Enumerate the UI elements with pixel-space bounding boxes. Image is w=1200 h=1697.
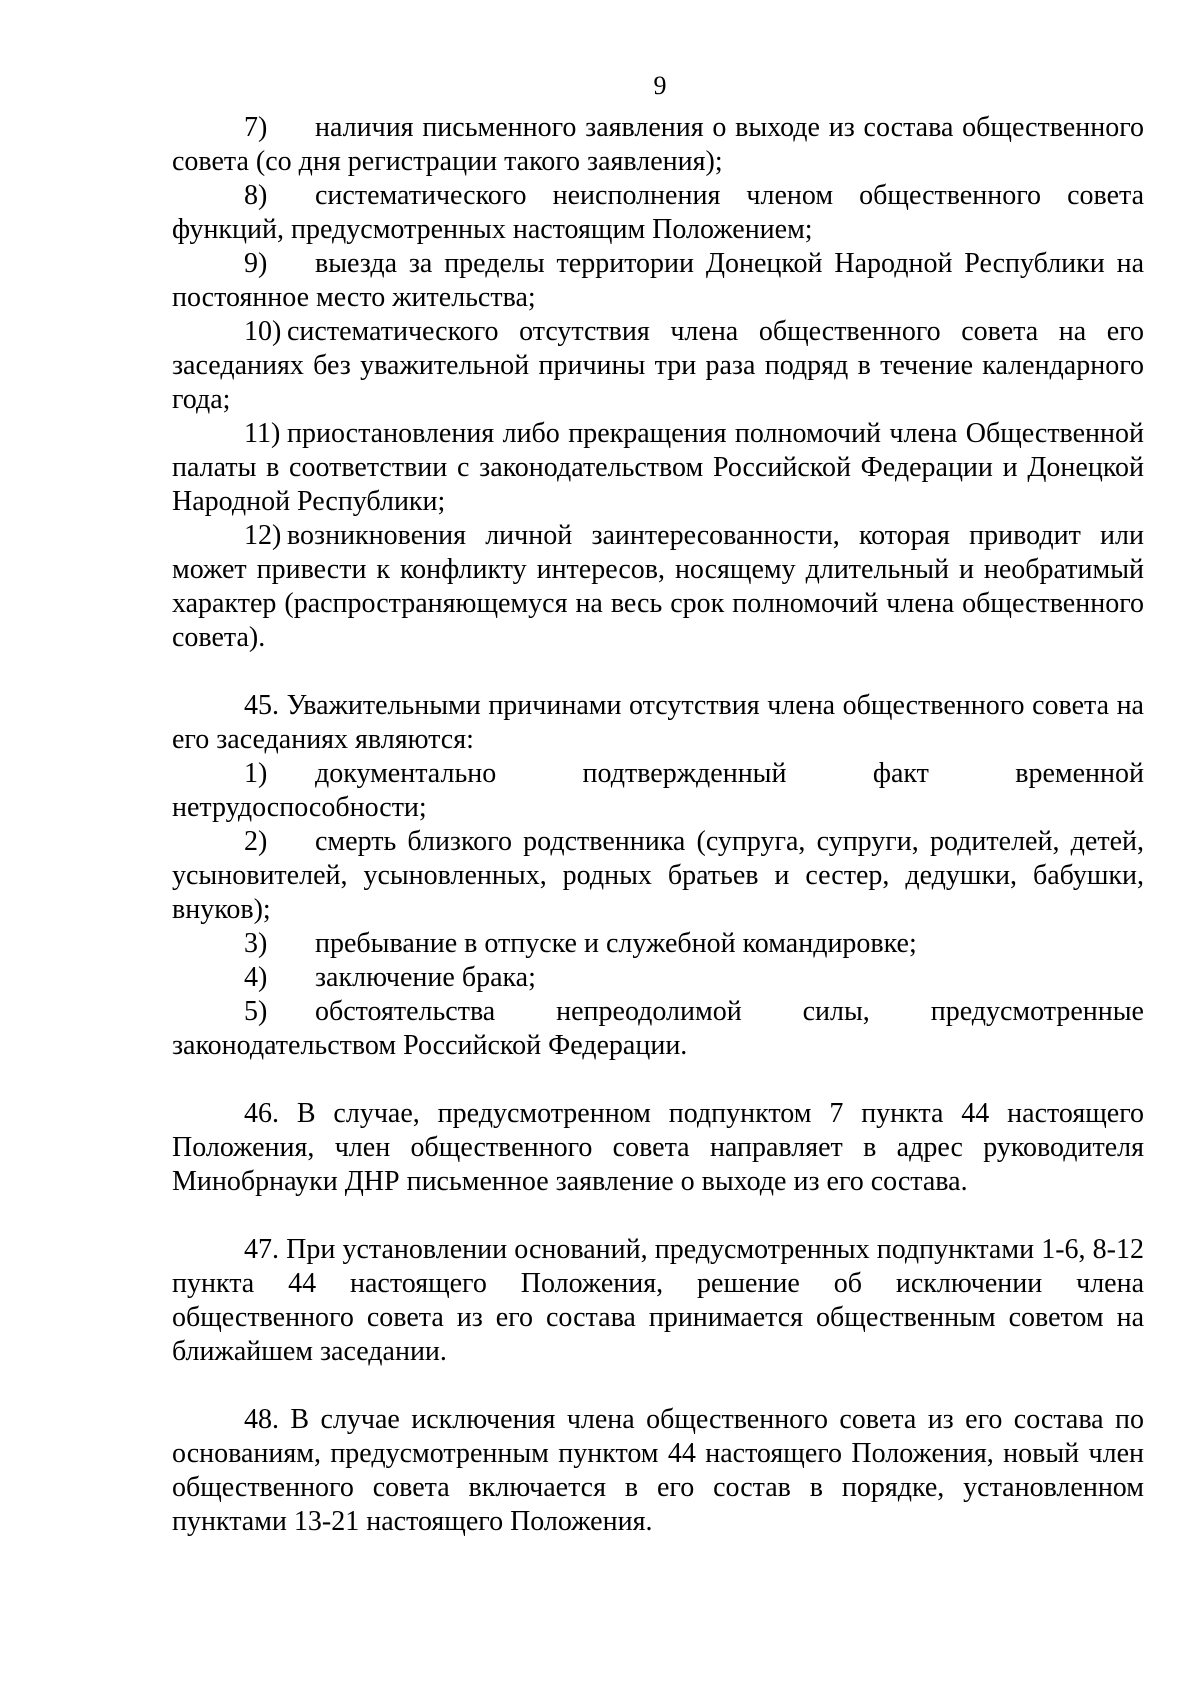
item-text: приостановления либо прекращения полномочий члена Общественной палаты в соответствии с законодательством Российской Федерации и Донецкой Народной Республики;: [172, 418, 1144, 517]
item-number: 12): [244, 520, 282, 551]
list-item: [172, 247, 1144, 315]
section-46: 46. В случае, предусмотренном подпунктом 7 пункта 44 настоящего Положения, член общественного совета направляет в адрес руководителя Минобрнауки ДНР письменное заявление о выходе из его состава.: [172, 1098, 1144, 1197]
document-body: [172, 111, 1144, 1539]
item-number: 7): [244, 112, 268, 143]
list-item: [172, 927, 1144, 961]
list-item: [172, 179, 1144, 247]
item-text: заключение брака;: [315, 962, 536, 993]
list-item: [172, 995, 1144, 1063]
list-item: [172, 519, 1144, 655]
spacer: [172, 655, 1144, 689]
item-number: 5): [244, 996, 268, 1027]
item-text: систематического отсутствия члена общественного совета на его заседаниях без уважительной причины три раза подряд в течение календарного года;: [172, 316, 1144, 415]
list-item: [172, 825, 1144, 927]
item-number: 11): [244, 418, 281, 449]
list-item: [172, 961, 1144, 995]
spacer: [172, 1369, 1144, 1403]
item-text: обстоятельства непреодолимой силы, предусмотренные законодательством Российской Федерации.: [172, 996, 1144, 1061]
list-item: [172, 111, 1144, 179]
item-number: 3): [244, 928, 268, 959]
spacer: [172, 1199, 1144, 1233]
item-text: пребывание в отпуске и служебной командировке;: [315, 928, 917, 959]
item-text: систематического неисполнения членом общественного совета функций, предусмотренных настоящим Положением;: [172, 180, 1144, 245]
list-section-44: [172, 111, 1144, 655]
item-number: 1): [244, 758, 268, 789]
section-lead: 45. Уважительными причинами отсутствия члена общественного совета на его заседаниях являются:: [172, 690, 1144, 755]
list-item: [172, 757, 1144, 825]
item-number: 4): [244, 962, 268, 993]
item-text: смерть близкого родственника (супруга, супруги, родителей, детей, усыновителей, усыновленных, родных братьев и сестер, дедушки, бабушки, внуков);: [172, 826, 1144, 925]
item-number: 8): [244, 180, 268, 211]
section-48: 48. В случае исключения члена общественного совета из его состава по основаниям, предусмотренным пунктом 44 настоящего Положения, новый член общественного совета включается в его состав в порядке, установленном пунктами 13-21 настоящего Положения.: [172, 1404, 1144, 1537]
spacer: [172, 1063, 1144, 1097]
item-text: наличия письменного заявления о выходе из состава общественного совета (со дня регистрации такого заявления);: [172, 112, 1144, 177]
page-number: 9: [653, 71, 667, 100]
item-number: 2): [244, 826, 268, 857]
item-number: 10): [244, 316, 282, 347]
item-text: выезда за пределы территории Донецкой Народной Республики на постоянное место жительства;: [172, 248, 1144, 313]
item-number: 9): [244, 248, 268, 279]
list-item: [172, 315, 1144, 417]
section-45: [172, 689, 1144, 1063]
item-text: возникновения личной заинтересованности, которая приводит или может привести к конфликту интересов, носящему длительный и необратимый характер (распространяющемуся на весь срок полномочий члена общественного совета).: [172, 520, 1144, 653]
list-item: [172, 417, 1144, 519]
section-47: 47. При установлении оснований, предусмотренных подпунктами 1-6, 8-12 пункта 44 настоящего Положения, решение об исключении члена общественного совета из его состава принимается общественным советом на ближайшем заседании.: [172, 1234, 1144, 1367]
item-text: документально подтвержденный факт временной нетрудоспособности;: [172, 758, 1144, 823]
